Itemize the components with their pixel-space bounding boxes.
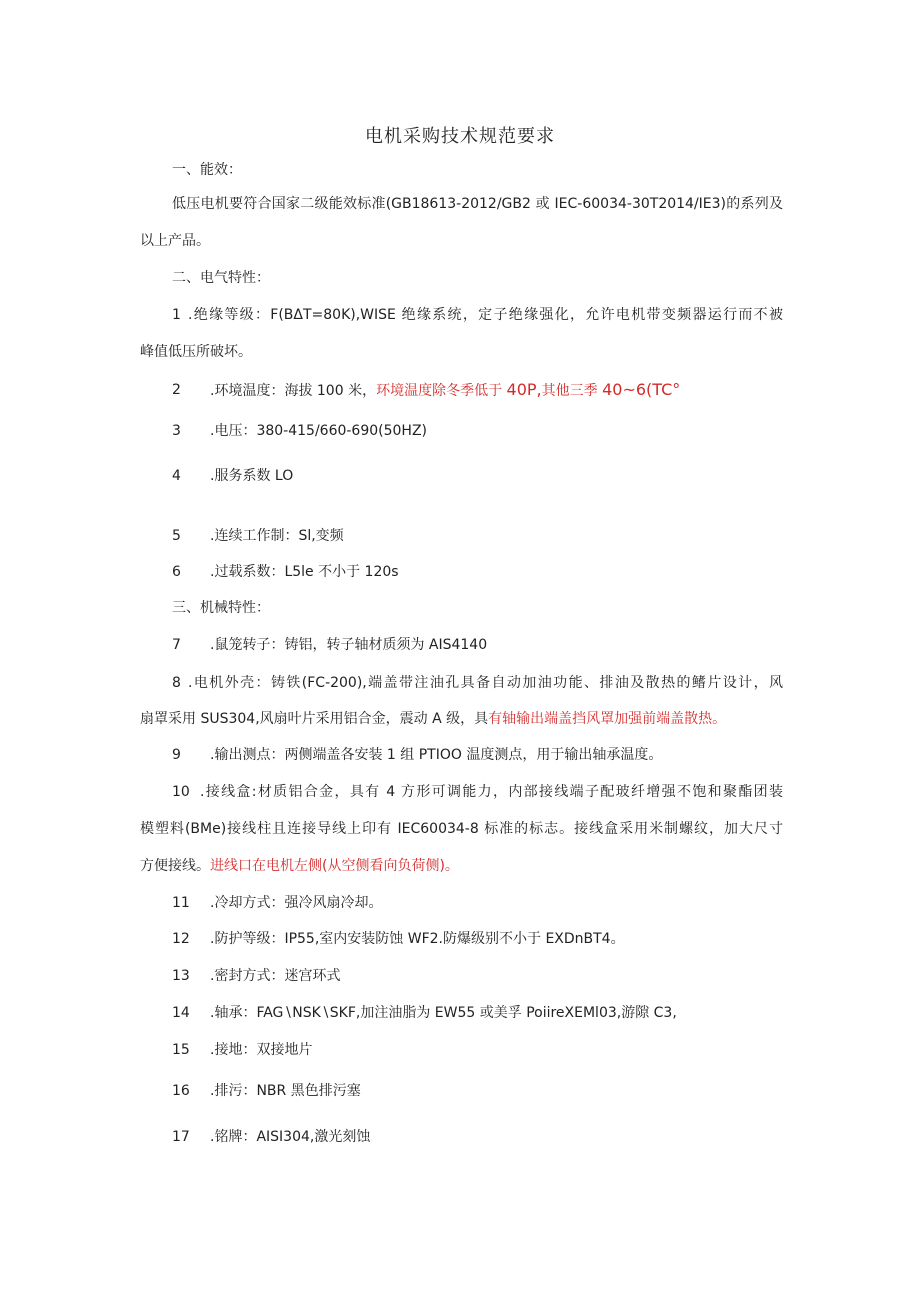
housing-text: 扇罩采用 SUS304,风扇叶片采用铝合金，震动 A 级，具: [140, 711, 489, 727]
item-number: 12: [172, 931, 190, 947]
item-output-measurement: .输出测点：两侧端盖各安装 1 组 PTIOO 温度测点，用于输出轴承温度。: [210, 747, 663, 763]
item-grounding: .接地：双接地片: [210, 1042, 313, 1058]
item-drain: .排污：NBR 黑色排污塞: [210, 1083, 361, 1099]
item-duty: .连续工作制：Sl,变频: [210, 528, 344, 544]
efficiency-text-line2: 以上产品。: [140, 233, 210, 249]
efficiency-text-line1: 低压电机要符合国家二级能效标准(GB18613-2012/GB2 或 IEC-60034-30T2014/IE3)的系列及: [172, 196, 783, 212]
housing-note: 有轴输出端盖挡风罩加强前端盖散热。: [488, 711, 727, 727]
item-housing-line2: [140, 709, 726, 729]
item-junction-box-line3: [140, 856, 459, 876]
item-number: 10: [172, 784, 190, 800]
item-junction-box-line2: 模塑料(BMe)接线柱且连接导线上印有 IEC60034-8 标准的标志。接线盒采用米制螺纹，加大尺寸: [140, 821, 783, 837]
item-number: 3: [172, 423, 181, 439]
item-bearing: .轴承：FAG∖NSK∖SKF,加注油脂为 EW55 或美孚 PoiireXEMl03,游隙 C3,: [210, 1005, 677, 1021]
page-title: 电机采购技术规范要求: [365, 126, 555, 147]
item-number: 2: [172, 382, 181, 398]
item-number: 4: [172, 468, 181, 484]
junction-box-note: 进线口在电机左侧(从空侧看向负荷侧)。: [210, 858, 459, 874]
item-number: 11: [172, 895, 190, 911]
item-number: 16: [172, 1083, 190, 1099]
ambient-temp-note: 环境温度除冬季低于: [376, 383, 507, 399]
ambient-temp-note: 其他三季: [541, 383, 603, 399]
item-sealing: .密封方式：迷宫环式: [210, 968, 341, 984]
item-rotor: .鼠笼转子：铸铝，转子轴材质须为 AIS4140: [210, 637, 488, 653]
section-heading-efficiency: 一、能效：: [172, 162, 242, 178]
item-number: 5: [172, 528, 181, 544]
section-heading-mechanical: 三、机械特性：: [172, 600, 270, 616]
item-overload: .过载系数：L5le 不小于 120s: [210, 564, 399, 580]
item-junction-box-line1: .接线盒:材质铝合金，具有 4 方形可调能力，内部接线端子配玻纤增强不饱和聚酯团装: [200, 784, 783, 800]
ambient-temp-text: .环境温度：海拔 100 米，: [210, 383, 377, 399]
item-insulation-line1: .绝缘等级：F(BΔT=80K),WISE 绝缘系统，定子绝缘强化，允许电机带变频器运行而不被: [188, 307, 783, 323]
item-number: 13: [172, 968, 190, 984]
item-insulation-line2: 峰值低压所破坏。: [140, 344, 252, 360]
item-nameplate: .铭牌：AISI304,激光刻蚀: [210, 1129, 371, 1145]
item-cooling: .冷却方式：强冷风扇冷却。: [210, 895, 383, 911]
ambient-temp-note: 40~6(TC°: [602, 380, 681, 399]
item-number: 6: [172, 564, 181, 580]
item-voltage: .电压：380-415/660-690(50HZ): [210, 423, 428, 439]
item-number: 17: [172, 1129, 190, 1145]
item-number: 7: [172, 637, 181, 653]
item-ambient-temperature: [210, 380, 680, 401]
item-protection: .防护等级：IP55,室内安装防蚀 WF2.防爆级别不小于 EXDnBT4。: [210, 931, 625, 947]
item-number: 1: [172, 307, 181, 323]
section-heading-electrical: 二、电气特性：: [172, 270, 270, 286]
item-number: 8: [172, 675, 181, 691]
item-number: 15: [172, 1042, 190, 1058]
junction-box-text: 方便接线。: [140, 858, 210, 874]
item-housing-line1: .电机外壳：铸铁(FC-200),端盖带注油孔具备自动加油功能、排油及散热的鳍片设计，风: [188, 675, 783, 691]
ambient-temp-note: 40P,: [506, 380, 542, 399]
item-service-factor: .服务系数 LO: [210, 468, 294, 484]
item-number: 9: [172, 747, 181, 763]
item-number: 14: [172, 1005, 190, 1021]
